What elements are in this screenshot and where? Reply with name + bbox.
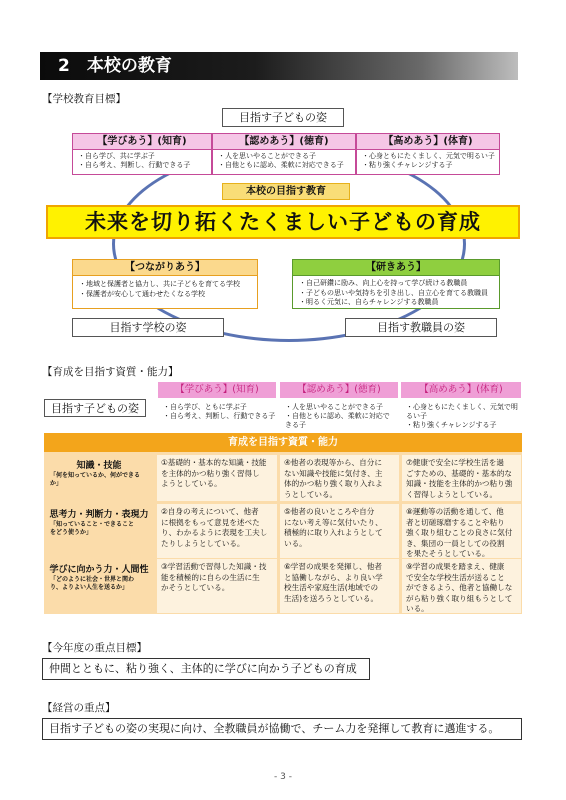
cell-line: と協働しながら、より良い学 <box>284 572 383 582</box>
cell-line: たりしようとしている。 <box>161 538 245 548</box>
cycle-ellipse <box>112 146 466 342</box>
cell-line: ・心身ともにたくましく、元気で明 <box>406 403 518 411</box>
cell-line: ・自ら学び、ともに学ぶ子 <box>163 403 247 411</box>
row-label-thinking <box>44 505 154 557</box>
ability-cell <box>280 455 399 501</box>
ability-child-cell <box>280 400 398 432</box>
main-goal-banner: 未来を切り拓くたくましい子どもの育成 <box>46 205 520 239</box>
focus-heading: 【今年度の重点目標】 <box>42 642 147 654</box>
cell-line: 生活)を送ろうとしている。 <box>284 593 379 603</box>
cell-line: 者と切磋琢磨することや粘り <box>406 517 505 527</box>
cell-line: 能を積極的に自らの生活に生 <box>161 572 260 582</box>
row-label-attitude <box>44 560 154 612</box>
cell-line: ・自ら考え、判断し、行動できる子 <box>163 412 276 420</box>
cell-line: を果たそうとしている。 <box>406 549 490 558</box>
polish-title: 【研きあう】 <box>293 260 499 276</box>
polish-line: ・子どもの思いや気持ちを引き出し、自立心を育てる教職員 <box>299 288 488 297</box>
cell-line: ・人を思いやることができる子 <box>285 403 383 411</box>
cell-line: ない知識や技能に気付き、主 <box>284 468 383 478</box>
cell-line: ②自身の考えについて、他者 <box>161 507 259 516</box>
row-label-main: 思考力・判断力・表現力 <box>49 510 149 520</box>
ability-cell <box>157 504 277 558</box>
polish-line: ・明るく元気に、自らチャレンジする教職員 <box>299 298 439 306</box>
goal-col-title: 【高めあう】(体育) <box>357 134 499 150</box>
ability-child-label: 目指す子どもの姿 <box>44 399 146 417</box>
child-ideal-label: 目指す子どもの姿 <box>222 108 344 127</box>
section-title: 2 本校の教育 <box>40 52 518 80</box>
goal-line: ・粘り強くチャレンジする子 <box>362 161 453 169</box>
ability-cell <box>280 504 399 558</box>
cell-line: ごすための、基礎的・基本的な <box>406 468 513 478</box>
cell-line: いる。 <box>406 604 429 613</box>
ability-child-cell <box>401 400 521 432</box>
cell-line: り、わかるように表現を工夫し <box>161 528 268 537</box>
polish-box <box>292 259 500 309</box>
cell-line: 校生活や家庭生活(地域での <box>284 583 379 592</box>
goal-col-learn <box>72 133 212 175</box>
goals-heading: 【学校教育目標】 <box>42 93 126 105</box>
cell-line: いる。 <box>284 538 307 548</box>
focus-goal-box: 仲間とともに、粘り強く、主体的に学びに向かう子どもの育成 <box>42 658 370 680</box>
ability-cell <box>402 504 521 558</box>
ability-cell <box>157 455 277 501</box>
cell-line: く習得しようとしている。 <box>406 489 498 499</box>
cell-line: 積極的に取り入れようとして <box>284 528 383 537</box>
connect-box <box>72 259 258 309</box>
ability-cell <box>280 559 399 613</box>
connect-line: ・保護者が安心して通わせたくなる学校 <box>79 290 205 298</box>
cell-line: ⑤他者の良いところや自分 <box>284 507 375 516</box>
cell-line: ⑥学習の成果を発揮し、他者 <box>284 562 382 571</box>
row-label-sub: 「どのように社会・世界と関わ <box>50 576 135 583</box>
ability-child-cell <box>158 400 276 432</box>
ability-cell <box>402 455 521 501</box>
cell-line: 体的かつ粘り強く取り入れよ <box>284 479 383 488</box>
ability-head-respect: 【認めあう】(徳育) <box>280 382 398 398</box>
row-label-sub: か」 <box>50 480 63 487</box>
goal-col-title: 【学びあう】(知育) <box>73 134 211 150</box>
cell-line: に根拠をもって意見を述べた <box>161 517 260 527</box>
row-label-sub: をどう使うか」 <box>50 529 93 536</box>
cell-line: きる子 <box>285 421 306 429</box>
cell-line: ・自他ともに認め、柔軟に対応で <box>285 412 390 420</box>
cell-line: ・粘り強くチャレンジする子 <box>406 421 497 429</box>
cell-line: ⑨学習の成果を踏まえ、健康 <box>406 562 505 571</box>
school-ideal-label: 目指す学校の姿 <box>72 318 224 337</box>
cell-line: るい子 <box>406 412 427 420</box>
cell-line: がら粘り強く取り組もうとして <box>406 593 513 603</box>
cell-line: ようとしている。 <box>161 479 222 488</box>
connect-line: ・地域と保護者と協力し、共に子どもを育てる学校 <box>79 280 240 288</box>
cell-line: ⑧運動等の活動を通して、他 <box>406 507 504 516</box>
cell-line: で安全な学校生活が送ること <box>406 572 505 582</box>
row-label-main: 学びに向かう力・人間性 <box>49 565 149 575</box>
row-label-sub: り、よりよい人生を送るか」 <box>50 584 129 591</box>
page-number: - 3 - <box>274 772 292 782</box>
polish-line: ・自己研鑽に励み、向上心を持って学び続ける教職員 <box>299 279 468 287</box>
ability-cell <box>157 559 277 613</box>
goal-col-improve <box>356 133 500 175</box>
row-label-sub: 「何を知っているか、何ができる <box>50 472 141 479</box>
row-label-knowledge <box>44 456 154 502</box>
management-box: 目指す子どもの姿の実現に向け、全教職員が協働で、チーム力を発揮して教育に邁進する。 <box>42 718 522 740</box>
abilities-heading: 【育成を目指す資質・能力】 <box>42 366 179 378</box>
goal-line: ・自ら考え、判断し、行動できる子 <box>78 161 191 169</box>
goal-col-title: 【認めあう】(徳育) <box>213 134 355 150</box>
cell-line: ①基礎的・基本的な知識・技能 <box>161 458 267 467</box>
ability-cell <box>402 559 521 613</box>
ability-head-learn: 【学びあう】(知育) <box>158 382 276 398</box>
management-heading: 【経営の重点】 <box>42 702 116 714</box>
cell-line: ④他者の表現等から、自分に <box>284 458 382 467</box>
goal-col-respect <box>212 133 356 175</box>
goal-line: ・心身ともにたくましく、元気で明るい子 <box>362 152 495 160</box>
goal-line: ・自ら学び、共に学ぶ子 <box>78 152 155 160</box>
cell-line: 知識・技能を主体的かつ粘り強 <box>406 479 513 488</box>
cell-line: かそうとしている。 <box>161 583 230 592</box>
row-label-main: 知識・技能 <box>76 461 122 471</box>
cell-line: にない考え等に気付いたり、 <box>284 517 383 527</box>
cell-line: ができるよう、他者と協働しな <box>406 583 513 592</box>
ability-band: 育成を目指す資質・能力 <box>44 433 522 452</box>
cell-line: ③学習活動で習得した知識・技 <box>161 562 267 571</box>
school-aim-label: 本校の目指す教育 <box>222 183 350 200</box>
cell-line: を主体的かつ粘り強く習得し <box>161 468 260 478</box>
cell-line: 強く取り組むことの良さに気付 <box>406 528 513 537</box>
goal-line: ・人を思いやることができる子 <box>218 152 316 160</box>
row-label-sub: 「知っていること・できること <box>50 521 135 528</box>
goal-line: ・自他ともに認め、柔軟に対応できる子 <box>218 161 344 169</box>
connect-title: 【つながりあう】 <box>73 260 257 276</box>
cell-line: き、集団の一員としての役割 <box>406 538 505 548</box>
ability-head-improve: 【高めあう】(体育) <box>401 382 521 398</box>
staff-ideal-label: 目指す教職員の姿 <box>345 318 497 337</box>
cell-line: ⑦健康で安全に学校生活を過 <box>406 458 504 467</box>
cell-line: うとしている。 <box>284 489 338 499</box>
